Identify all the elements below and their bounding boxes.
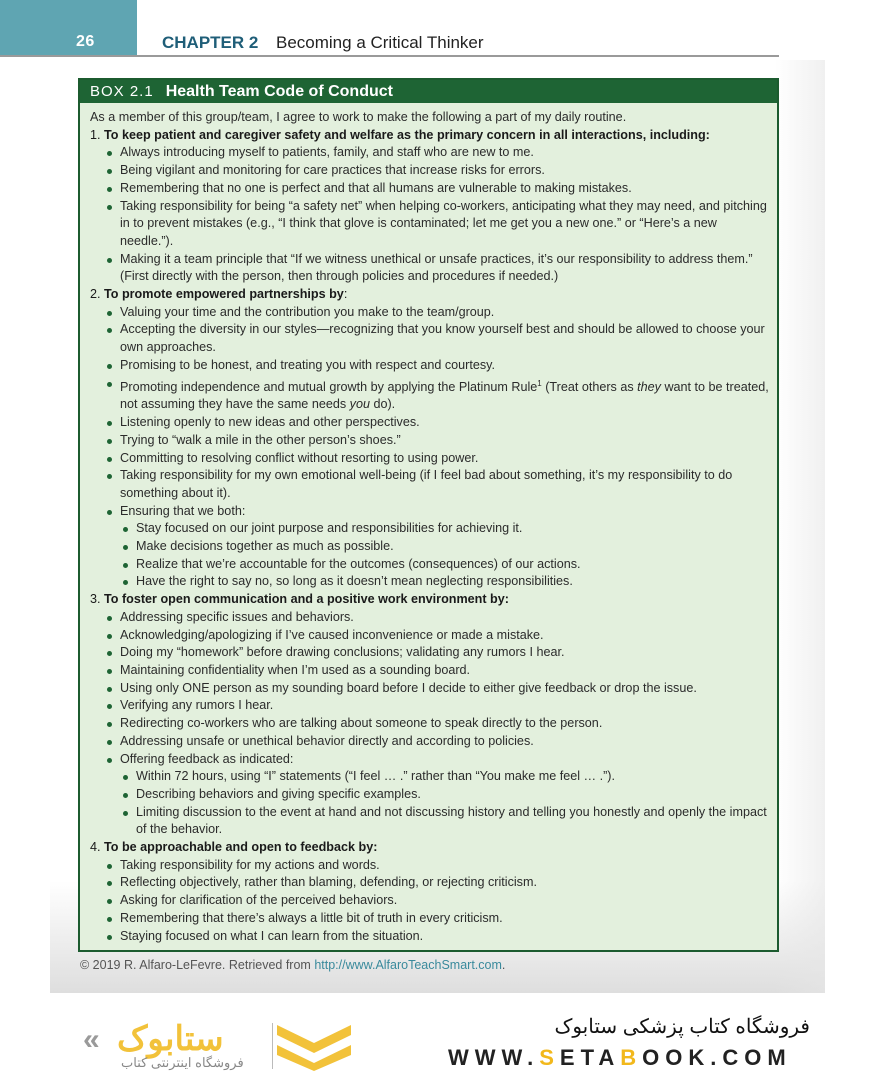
credit-link[interactable]: http://www.AlfaroTeachSmart.com: [314, 958, 502, 972]
bullet-list: [104, 304, 769, 591]
list-item: [104, 321, 769, 356]
sub-bullet-list: [120, 768, 769, 839]
credit-line: [80, 958, 505, 972]
list-item-text: Trying to “walk a mile in the other person’s shoes.”: [120, 432, 401, 447]
logo-subtitle: فروشگاه اینترنتی کتاب: [121, 1055, 244, 1070]
footnote-ref: 1: [537, 378, 542, 388]
list-item: [104, 414, 769, 432]
list-item: [104, 450, 769, 468]
url-accent: S: [539, 1045, 560, 1070]
sub-list-item: Realize that we’re accountable for the outcomes (consequences) of our actions.: [120, 556, 769, 574]
list-item: [104, 180, 769, 198]
list-item-text: Promoting independence and mutual growth by applying the Platinum Rule: [120, 379, 538, 394]
logo-divider: [272, 1023, 273, 1069]
section-number: 2.: [90, 287, 101, 302]
section-number: 1.: [90, 127, 101, 142]
list-item-text: Listening openly to new ideas and other perspectives.: [120, 415, 420, 430]
chevron-emblem-icon: [275, 1021, 353, 1071]
logo-wordmark: ستابوک: [117, 1020, 224, 1058]
list-item-text: Promising to be honest, and treating you with respect and courtesy.: [120, 357, 495, 372]
list-item: [104, 609, 769, 627]
bullet-list: [104, 857, 769, 946]
sub-list-item: Describing behaviors and giving specific examples.: [120, 786, 769, 804]
list-item: [104, 733, 769, 751]
list-item-text: Acknowledging/apologizing if I’ve caused inconvenience or made a mistake.: [120, 627, 544, 642]
credit-text: © 2019 R. Alfaro-LeFevre. Retrieved from: [80, 958, 315, 972]
list-item-text: Taking responsibility for my own emotional well-being (if I feel bad about something, it’s my responsibility to do something about it).: [120, 468, 733, 500]
list-item-text: Taking responsibility for my actions and words.: [120, 857, 380, 872]
section-number: 3.: [90, 592, 101, 607]
list-item: [104, 680, 769, 698]
list-item: [104, 910, 769, 928]
list-item: [104, 144, 769, 162]
list-item: [104, 503, 769, 592]
url-part: OOK.COM: [642, 1045, 792, 1070]
bullet-list: [104, 144, 769, 286]
section-title: [90, 839, 769, 857]
list-item: [104, 874, 769, 892]
list-item-text: Doing my “homework” before drawing conclusions; validating any rumors I hear.: [120, 645, 565, 660]
list-item: [104, 432, 769, 450]
list-item-text: Staying focused on what I can learn from the situation.: [120, 928, 424, 943]
sub-list-item: Stay focused on our joint purpose and responsibilities for achieving it.: [120, 520, 769, 538]
list-item-text: Asking for clarification of the perceived behaviors.: [120, 893, 398, 908]
list-item: [104, 357, 769, 375]
list-item-text: (Treat others as: [541, 379, 638, 394]
store-url: [448, 1045, 792, 1071]
list-item-text: you: [349, 397, 370, 412]
chapter-title: Becoming a Critical Thinker: [276, 33, 484, 52]
section-title: [90, 286, 769, 304]
sub-list-item: Within 72 hours, using “I” statements (“I feel … .” rather than “You make me feel … .”).: [120, 768, 769, 786]
code-of-conduct-box: [78, 78, 779, 952]
list-item-text: do).: [369, 397, 396, 412]
header-rule: [0, 55, 779, 57]
list-item-text: Addressing unsafe or unethical behavior directly and according to policies.: [120, 733, 534, 748]
section-title-text: To keep patient and caregiver safety and welfare as the primary concern in all interactions, including:: [104, 127, 710, 142]
page-number: 26: [76, 33, 95, 50]
sections-list: [90, 127, 769, 946]
list-item-text: Redirecting co-workers who are talking about someone to speak directly to the person.: [120, 716, 603, 731]
list-item-text: Making it a team principle that “If we witness unethical or unsafe practices, it’s our responsibility to address them.” (First directly with the person, then through policies and procedures if needed.): [120, 251, 753, 284]
list-item: [104, 375, 769, 415]
sub-list-item: Make decisions together as much as possible.: [120, 538, 769, 556]
list-item-text: Using only ONE person as my sounding board before I decide to either give feedback or drop the issue.: [120, 680, 697, 695]
list-item: [104, 162, 769, 180]
list-item-text: Offering feedback as indicated:: [120, 751, 294, 766]
box-header: [80, 80, 777, 103]
sub-list-item: Limiting discussion to the event at hand and not discussing history and telling you honestly and openly the impact of the behavior.: [120, 804, 769, 839]
section-title: [90, 127, 769, 145]
page-number-tab: [0, 0, 137, 56]
list-item: [104, 627, 769, 645]
sub-bullet-list: [120, 520, 769, 591]
bullet-list: [104, 609, 769, 839]
section-title-text: To promote empowered partnerships by: [104, 287, 344, 302]
credit-suffix: .: [501, 958, 506, 972]
section-title-text: To be approachable and open to feedback by:: [104, 840, 378, 855]
list-item-text: Remembering that no one is perfect and that all humans are vulnerable to making mistakes.: [120, 180, 632, 195]
section-title-text: To foster open communication and a positive work environment by:: [104, 592, 509, 607]
box-body: [80, 103, 777, 945]
list-item-text: Always introducing myself to patients, family, and staff who are new to me.: [120, 145, 534, 160]
setabook-logo: [75, 1015, 355, 1075]
list-item: [104, 715, 769, 733]
list-item: [104, 644, 769, 662]
list-item-text: Maintaining confidentiality when I’m used as a sounding board.: [120, 662, 471, 677]
list-item: [104, 857, 769, 875]
url-accent: B: [620, 1045, 643, 1070]
section-title-suffix: :: [343, 287, 348, 302]
list-item-text: they: [637, 379, 661, 394]
intro-text: As a member of this group/team, I agree to work to make the following a part of my daily routine.: [90, 110, 627, 124]
list-item: [104, 662, 769, 680]
list-item-text: Addressing specific issues and behaviors.: [120, 609, 354, 624]
box-label: BOX 2.1: [90, 83, 154, 100]
sub-list-item: Have the right to say no, so long as it doesn’t mean neglecting responsibilities.: [120, 573, 769, 591]
list-item: [104, 928, 769, 946]
list-item-text: Valuing your time and the contribution you make to the team/group.: [120, 304, 495, 319]
store-name: فروشگاه کتاب پزشکی ستابوک: [554, 1016, 810, 1038]
list-item: [104, 751, 769, 840]
list-item: [104, 304, 769, 322]
list-item: [104, 697, 769, 715]
list-item-text: Remembering that there’s always a little bit of truth in every criticism.: [120, 910, 503, 925]
list-item-text: Reflecting objectively, rather than blaming, defending, or rejecting criticism.: [120, 875, 537, 890]
url-part: WWW.: [448, 1045, 540, 1070]
list-item: [104, 251, 769, 286]
list-item: [104, 892, 769, 910]
list-item-text: Committing to resolving conflict without resorting to using power.: [120, 450, 479, 465]
box-title: Health Team Code of Conduct: [165, 82, 393, 100]
chapter-label: CHAPTER 2: [162, 33, 259, 52]
url-part: ETA: [559, 1045, 621, 1070]
list-item-text: Accepting the diversity in our styles—recognizing that you know yourself best and should be allowed to choose your own approaches.: [120, 322, 765, 355]
list-item-text: Verifying any rumors I hear.: [120, 698, 274, 713]
list-item-text: Taking responsibility for being “a safety net” when helping co-workers, anticipating what they may need, and pitching in to prevent mistakes (e.g., “I think that glove is contaminated; let me get you a new one.” or “Here’s a new needle.”).: [120, 198, 767, 248]
list-item-text: Being vigilant and monitoring for care practices that increase risks for errors.: [120, 163, 545, 178]
double-chevron-icon: «: [83, 1023, 100, 1056]
section-number: 4.: [90, 840, 101, 855]
list-item-text: want to be treated, not assuming they have the same needs: [120, 379, 769, 412]
list-item: [104, 467, 769, 502]
list-item: [104, 198, 769, 251]
list-item-text: Ensuring that we both:: [120, 503, 246, 518]
section-title: [90, 591, 769, 609]
